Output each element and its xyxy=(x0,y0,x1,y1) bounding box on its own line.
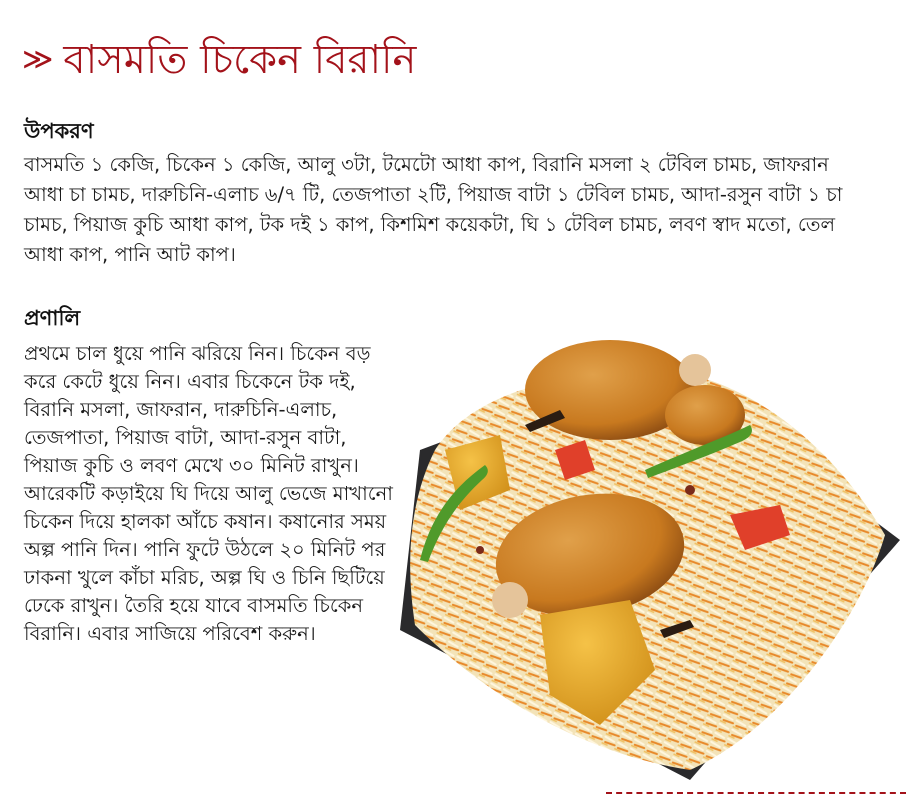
ingredients-text: বাসমতি ১ কেজি, চিকেন ১ কেজি, আলু ৩টা, টমেটো আধা কাপ, বিরানি মসলা ২ টেবিল চামচ, জাফরান আধা চা চামচ, দারুচিনি-এলাচ ৬/৭ টি, তেজপাতা ২টি, পিয়াজ বাটা ১ টেবিল চামচ, আদা-রসুন বাটা ১ চা চামচ, পিয়াজ কুচি আধা কাপ, টক দই ১ কাপ, কিশমিশ কয়েকটা, ঘি ১ টেবিল চামচ, লবণ স্বাদ মতো, তেল আধা কাপ, পানি আট কাপ। xyxy=(24,153,843,266)
dashed-divider xyxy=(606,792,906,794)
title-row xyxy=(22,37,417,83)
recipe-title: বাসমতি চিকেন বিরানি xyxy=(63,37,417,83)
method-text: প্রথমে চাল ধুয়ে পানি ঝরিয়ে নিন। চিকেন বড় করে কেটে ধুয়ে নিন। এবার চিকেনে টক দই, বিরানি মসলা, জাফরান, দারুচিনি-এলাচ, তেজপাতা, পিয়াজ বাটা, আদা-রসুন বাটা, পিয়াজ কুচি ও লবণ মেখে ৩০ মিনিট রাখুন। আরেকটি কড়াইয়ে ঘি দিয়ে আলু ভেজে মাখানো চিকেন দিয়ে হালকা আঁচে কষান। কষানোর সময় অল্প পানি দিন। পানি ফুটে উঠলে ২০ মিনিট পর ঢাকনা খুলে কাঁচা মরিচ, অল্প ঘি ও চিনি ছিটিয়ে ঢেকে রাখুন। তৈরি হয়ে যাবে বাসমতি চিকেন বিরানি। এবার সাজিয়ে পরিবেশ করুন। xyxy=(24,342,393,645)
method-heading: প্রণালি xyxy=(24,306,81,330)
biryani-plate-photo xyxy=(360,300,909,795)
ingredients-heading: উপকরণ xyxy=(24,119,94,143)
chevron-icon: ≫ xyxy=(22,42,54,77)
